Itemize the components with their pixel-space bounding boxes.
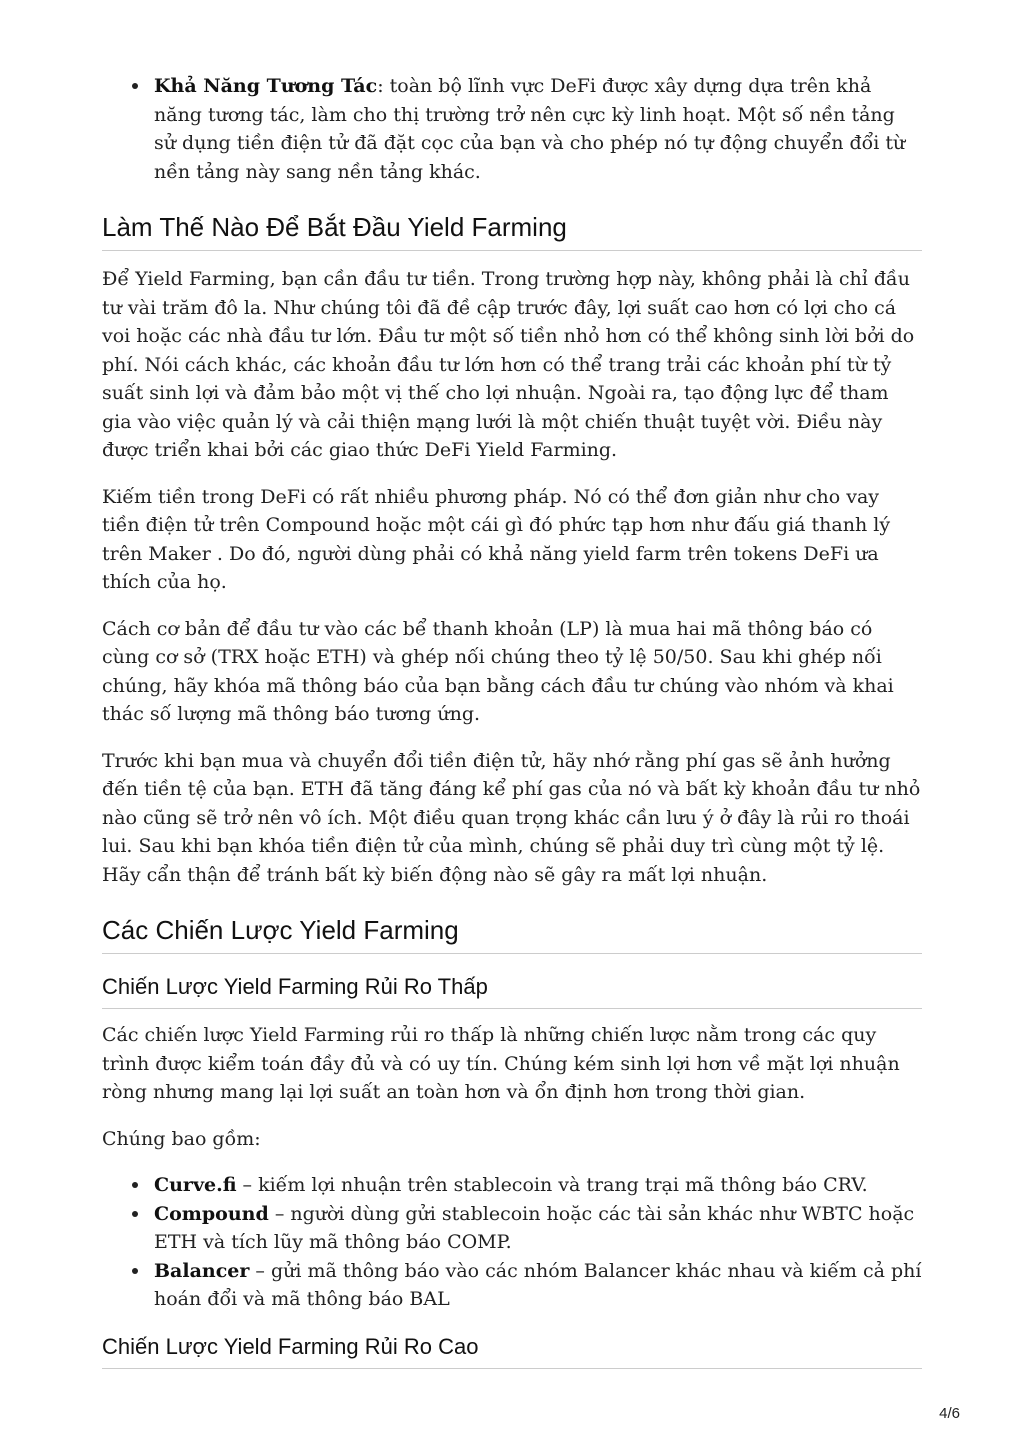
list-item-text: – gửi mã thông báo vào các nhóm Balancer khác nhau và kiếm cả phí hoán đổi và mã thông báo BAL xyxy=(154,1259,922,1310)
list-item-term: Khả Năng Tương Tác xyxy=(154,75,378,97)
paragraph: Trước khi bạn mua và chuyển đổi tiền điện tử, hãy nhớ rằng phí gas sẽ ảnh hưởng đến tiền tệ của bạn. ETH đã tăng đáng kể phí gas của nó và bất kỳ khoản đầu tư nhỏ nào cũng sẽ trở nên vô ích. Một điều quan trọng khác cần lưu ý ở đây là rủi ro thoái lui. Sau khi bạn khóa tiền điện tử của mình, chúng sẽ phải duy trì cùng một tỷ lệ. Hãy cẩn thận để tránh bất kỳ biến động nào sẽ gây ra mất lợi nhuận. xyxy=(102,749,921,886)
list-item-text: – kiếm lợi nhuận trên stablecoin và trang trại mã thông báo CRV. xyxy=(236,1174,868,1196)
low-risk-list xyxy=(102,1171,922,1314)
list-intro: Chúng bao gồm: xyxy=(102,1127,261,1150)
list-item-term: Compound xyxy=(154,1202,269,1225)
subheading-low-risk: Chiến Lược Yield Farming Rủi Ro Thấp xyxy=(102,972,922,1009)
list-item xyxy=(154,72,922,186)
paragraph: Các chiến lược Yield Farming rủi ro thấp là những chiến lược nằm trong các quy trình được kiểm toán đầy đủ và có uy tín. Chúng kém sinh lợi hơn về mặt lợi nhuận ròng nhưng mang lại lợi suất an toàn hơn và ổn định hơn trong thời gian. xyxy=(102,1024,900,1103)
section-heading-start: Làm Thế Nào Để Bắt Đầu Yield Farming xyxy=(102,210,922,251)
list-item-term: Balancer xyxy=(154,1259,250,1282)
page-number: 4/6 xyxy=(939,1405,960,1422)
list-item xyxy=(154,1257,922,1314)
paragraph: Kiếm tiền trong DeFi có rất nhiều phương pháp. Nó có thể đơn giản như cho vay tiền điện tử trên Compound hoặc một cái gì đó phức tạp hơn như đấu giá thanh lý trên Maker . Do đó, người dùng phải có khả năng yield farm trên tokens DeFi ưa thích của họ. xyxy=(102,485,891,593)
interop-list xyxy=(102,72,922,186)
document-page xyxy=(102,72,922,1381)
subheading-high-risk: Chiến Lược Yield Farming Rủi Ro Cao xyxy=(102,1332,922,1369)
list-item xyxy=(154,1171,922,1200)
list-item-term: Curve.fi xyxy=(154,1174,237,1196)
list-item xyxy=(154,1200,922,1257)
list-item-text: – người dùng gửi stablecoin hoặc các tài sản khác như WBTC hoặc ETH và tích lũy mã thông báo COMP. xyxy=(154,1202,915,1253)
list-item-text: : toàn bộ lĩnh vực DeFi được xây dựng dựa trên khả năng tương tác, làm cho thị trường trở nên cực kỳ linh hoạt. Một số nền tảng sử dụng tiền điện tử đã đặt cọc của bạn và cho phép nó tự động chuyển đổi từ nền tảng này sang nền tảng khác. xyxy=(154,75,906,183)
paragraph: Cách cơ bản để đầu tư vào các bể thanh khoản (LP) là mua hai mã thông báo có cùng cơ sở (TRX hoặc ETH) và ghép nối chúng theo tỷ lệ 50/50. Sau khi ghép nối chúng, hãy khóa mã thông báo của bạn bằng cách đầu tư chúng vào nhóm và khai thác số lượng mã thông báo tương ứng. xyxy=(102,617,894,725)
section-heading-strategies: Các Chiến Lược Yield Farming xyxy=(102,913,922,954)
paragraph: Để Yield Farming, bạn cần đầu tư tiền. Trong trường hợp này, không phải là chỉ đầu tư vài trăm đô la. Như chúng tôi đã đề cập trước đây, lợi suất cao hơn có lợi cho cá voi hoặc các nhà đầu tư lớn. Đầu tư một số tiền nhỏ hơn có thể không sinh lời bởi do phí. Nói cách khác, các khoản đầu tư lớn hơn có thể trang trải các khoản phí từ tỷ suất sinh lợi và đảm bảo một vị thế cho lợi nhuận. Ngoài ra, tạo động lực để tham gia vào việc quản lý và cải thiện mạng lưới là một chiến thuật tuyệt vời. Điều này được triển khai bởi các giao thức DeFi Yield Farming. xyxy=(102,268,915,461)
